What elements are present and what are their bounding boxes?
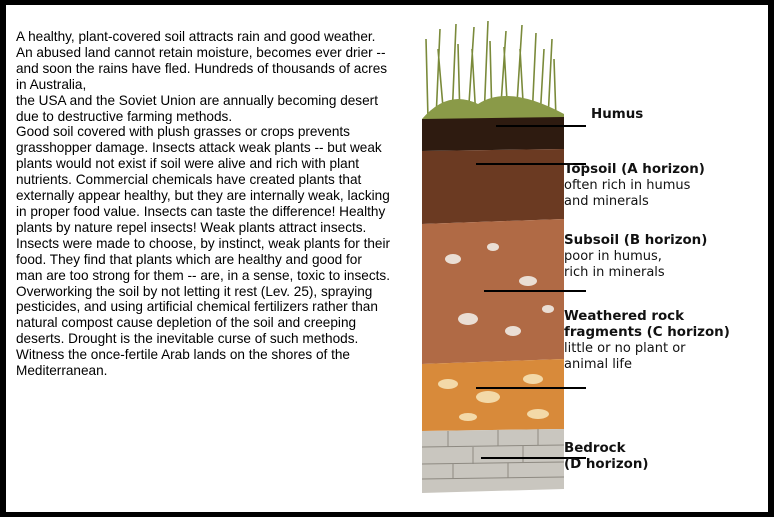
paragraph-3: Good soil covered with plush grasses or crops prevents grasshopper damage. Insects attack weak plants -- but weak plants would not exist if soil were alive and rich with plant nutrients. Commercial chemicals have created plants that externally appear healthy, but they are internally weak, lacking in proper food value. Insects can taste the difference! Healthy plants by nature repel insects! Weak plants attract insects. Insects were made to choose, by instinct, weak plants for their food. They find that plants which are healthy and good for man are too strong for them -- are, in a sense, toxic to insects. Overworking the soil by not letting it rest (Lev. 25), spraying pesticides, and using artificial chemical fertilizers rather than natural compost cause depletion of the soil and creeping deserts. Drought is the inevitable curse of such methods. Witness the once-fertile Arab lands on the shores of the Mediterranean.: [16, 124, 391, 379]
humus-leader-line: [496, 125, 586, 127]
label-weathered-rock-title: Weathered rock: [564, 309, 685, 324]
bedrock-layer: [422, 429, 564, 493]
label-bedrock: [564, 441, 648, 473]
label-bedrock-title-2: (D horizon): [564, 457, 649, 472]
label-weathered-rock: [564, 309, 730, 373]
paragraph-2: the USA and the Soviet Union are annually becoming desert due to destructive farming methods.: [16, 92, 378, 124]
label-topsoil-desc-2: and minerals: [564, 194, 649, 209]
grass-icon: [422, 21, 564, 123]
label-subsoil: [564, 233, 707, 281]
weathered-rock-leader-line: [476, 387, 586, 389]
label-humus: [591, 107, 643, 123]
label-topsoil: [564, 162, 705, 210]
label-subsoil-desc-1: poor in humus,: [564, 249, 662, 264]
label-subsoil-title: Subsoil (B horizon): [564, 233, 708, 248]
soil-profile-illustration: [418, 19, 568, 499]
label-humus-title: Humus: [591, 107, 644, 122]
diagram-panel: [6, 5, 768, 512]
label-topsoil-desc-1: often rich in humus: [564, 178, 691, 193]
label-weathered-rock-desc-2: animal life: [564, 357, 632, 372]
label-bedrock-title: Bedrock: [564, 441, 626, 456]
label-subsoil-desc-2: rich in minerals: [564, 265, 665, 280]
paragraph-1: A healthy, plant-covered soil attracts rain and good weather. An abused land cannot retain moisture, becomes ever drier -- and soon the rains have fled. Hundreds of thousands of acres in Australia,: [16, 29, 388, 92]
label-weathered-rock-desc-1: little or no plant or: [564, 341, 686, 356]
label-weathered-rock-title-2: fragments (C horizon): [564, 325, 730, 340]
body-text: [16, 29, 391, 379]
subsoil-leader-line: [484, 290, 586, 292]
humus-layer: [422, 117, 564, 151]
label-topsoil-title: Topsoil (A horizon): [564, 162, 705, 177]
topsoil-layer: [422, 149, 564, 224]
